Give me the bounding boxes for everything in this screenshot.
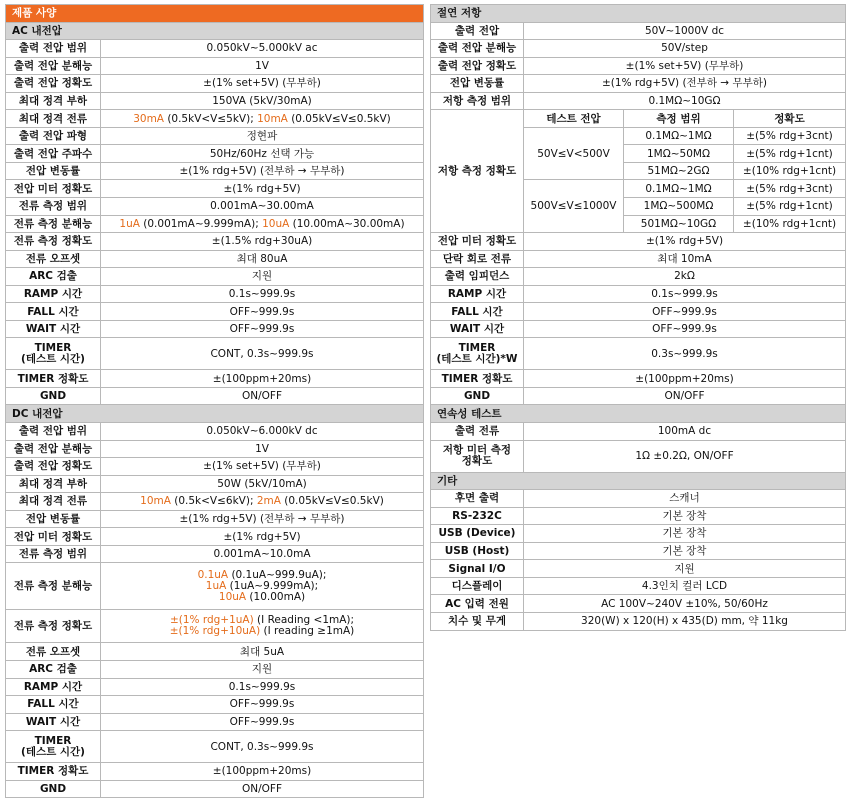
spec-label: USB (Host) [431,542,524,560]
spec-value: ON/OFF [101,780,424,798]
table-row [6,696,424,714]
table-row [431,92,846,110]
spec-label: 전압 미터 정확도 [6,528,101,546]
spec-value: 스캐너 [524,490,846,508]
highlight-value: 10uA [262,217,290,230]
spec-value: 50Hz/60Hz 선택 가능 [101,145,424,163]
spec-value: ON/OFF [524,387,846,405]
spec-value: ±(1% set+5V) (무부하) [524,57,846,75]
table-row [6,320,424,338]
spec-label-resistance-accuracy: 저항 측정 정확도 [431,110,524,233]
spec-value: 50W (5kV/10mA) [101,475,424,493]
test-voltage-cell: 500V≤V≤1000V [524,180,624,233]
table-row [431,612,846,630]
highlight-value: 10mA [257,112,288,125]
table-row [6,92,424,110]
accuracy-cell: ±(10% rdg+1cnt) [734,215,846,233]
spec-value: 0.1MΩ~10GΩ [524,92,846,110]
spec-value: 최대 80uA [101,250,424,268]
spec-label: USB (Device) [431,525,524,543]
spec-value: CONT, 0.3s~999.9s [101,731,424,763]
table-row [6,162,424,180]
spec-value: 4.3인치 컬러 LCD [524,577,846,595]
spec-value: 기본 장착 [524,507,846,525]
spec-label: ARC 검출 [6,268,101,286]
spec-value: 정현파 [101,127,424,145]
spec-label: TIMER 정확도 [6,370,101,388]
table-row [431,387,846,405]
spec-label: 전류 측정 정확도 [6,233,101,251]
spec-label: TIMER 정확도 [6,763,101,781]
spec-value: 지원 [101,268,424,286]
spec-label: TIMER (테스트 시간)*W [431,338,524,370]
spec-label: ARC 검출 [6,660,101,678]
spec-label: WAIT 시간 [6,320,101,338]
spec-value: 50V~1000V dc [524,22,846,40]
accuracy-cell: ±(5% rdg+1cnt) [734,145,846,163]
spec-label: GND [6,387,101,405]
right-spec-table [430,4,846,631]
spec-label: 전류 측정 정확도 [6,610,101,643]
range-cell: 0.1MΩ~1MΩ [624,180,734,198]
table-row [6,57,424,75]
table-row [431,525,846,543]
spec-label: GND [431,387,524,405]
spec-label: GND [6,780,101,798]
spec-label: 출력 전류 [431,423,524,441]
spec-label: FALL 시간 [6,696,101,714]
spec-value: ±(1% set+5V) (무부하) [101,75,424,93]
table-row [431,577,846,595]
spec-value: ±(100ppm+20ms) [524,370,846,388]
spec-label: 출력 전압 정확도 [6,75,101,93]
spec-label: RAMP 시간 [431,285,524,303]
spec-value: 0.001mA~10.0mA [101,545,424,563]
section-ac-withstand: AC 내전압 [6,22,424,40]
spec-label: RS-232C [431,507,524,525]
table-row [6,440,424,458]
spec-label: TIMER 정확도 [431,370,524,388]
spec-label: TIMER (테스트 시간) [6,731,101,763]
highlight-value: 10uA [218,590,247,603]
spec-value: 0.1s~999.9s [101,678,424,696]
table-row [431,490,846,508]
spec-label: 치수 및 무게 [431,612,524,630]
range-cell: 1MΩ~50MΩ [624,145,734,163]
table-row [431,440,846,472]
highlight-value: 30mA [133,112,164,125]
section-insulation-resistance: 절연 저항 [431,5,846,23]
table-row [6,643,424,661]
section-dc-withstand: DC 내전압 [6,405,424,423]
spec-label: 최대 정격 부하 [6,92,101,110]
spec-value: 0.1uA (0.1uA~999.9uA); 1uA (1uA~9.999mA); 10uA (10.00mA) [101,563,424,610]
spec-value: OFF~999.9s [101,713,424,731]
accuracy-cell: ±(5% rdg+1cnt) [734,198,846,216]
table-row [6,763,424,781]
spec-value: OFF~999.9s [101,320,424,338]
spec-value: 지원 [524,560,846,578]
table-row [431,423,846,441]
spec-value: 150VA (5kV/30mA) [101,92,424,110]
spec-value: ±(1% rdg+5V) [101,528,424,546]
spec-value: ±(1% set+5V) (무부하) [101,458,424,476]
spec-label: 단락 회로 전류 [431,250,524,268]
table-row [6,610,424,643]
spec-value: 기본 장착 [524,542,846,560]
spec-label: 출력 전압 분해능 [6,440,101,458]
accuracy-cell: ±(5% rdg+3cnt) [734,180,846,198]
accuracy-cell: ±(10% rdg+1cnt) [734,162,846,180]
spec-label: 전압 변동률 [6,162,101,180]
spec-value: 최대 10mA [524,250,846,268]
spec-value: 1V [101,440,424,458]
spec-label: 출력 전압 분해능 [6,57,101,75]
table-row [6,370,424,388]
accuracy-cell: ±(5% rdg+3cnt) [734,127,846,145]
spec-label: 출력 전압 범위 [6,423,101,441]
highlight-value: 0.1uA [197,568,229,581]
spec-label: 전압 변동률 [6,510,101,528]
spec-label: 디스플레이 [431,577,524,595]
table-row [431,250,846,268]
spec-value: 1uA (0.001mA~9.999mA); 10uA (10.00mA~30.00mA) [101,215,424,233]
table-row [431,542,846,560]
spec-value: 320(W) x 120(H) x 435(D) mm, 약 11kg [524,612,846,630]
spec-value: ±(100ppm+20ms) [101,370,424,388]
highlight-value: 10mA [140,495,171,508]
spec-value: 0.050kV~6.000kV dc [101,423,424,441]
spec-value: OFF~999.9s [524,303,846,321]
spec-label: 출력 임피던스 [431,268,524,286]
table-row [6,145,424,163]
spec-value: 0.1s~999.9s [101,285,424,303]
spec-label: 출력 전압 범위 [6,40,101,58]
spec-label: 전류 측정 분해능 [6,563,101,610]
spec-value: 30mA (0.5kV<V≤5kV); 10mA (0.05kV≤V≤0.5kV) [101,110,424,128]
spec-value: ±(1% rdg+5V) (전부하 → 무부하) [524,75,846,93]
spec-label: 전류 측정 범위 [6,198,101,216]
table-row [6,338,424,370]
table-row [6,215,424,233]
table-row [6,423,424,441]
spec-label: 출력 전압 주파수 [6,145,101,163]
table-row [6,563,424,610]
subheader-accuracy: 정확도 [734,110,846,128]
spec-label: 출력 전압 정확도 [6,458,101,476]
table-row [6,110,424,128]
left-spec-table [5,4,424,798]
table-row [6,780,424,798]
table-row [431,110,846,128]
table-row [431,285,846,303]
spec-label: TIMER (테스트 시간) [6,338,101,370]
spec-label: 전류 오프셋 [6,643,101,661]
table-row [6,458,424,476]
subheader-test-voltage: 테스트 전압 [524,110,624,128]
table-row [6,75,424,93]
spec-label: RAMP 시간 [6,678,101,696]
page-title: 제품 사양 [6,5,424,23]
table-row [431,595,846,613]
spec-label: 출력 전압 [431,22,524,40]
table-row [431,233,846,251]
subheader-range: 측정 범위 [624,110,734,128]
table-row [6,678,424,696]
spec-label: 전압 미터 정확도 [431,233,524,251]
highlight-value: ±(1% rdg+10uA) [169,625,261,638]
spec-value: 0.3s~999.9s [524,338,846,370]
spec-label: 출력 전압 파형 [6,127,101,145]
spec-value: ±(1.5% rdg+30uA) [101,233,424,251]
table-row [431,40,846,58]
table-row [6,713,424,731]
spec-value: 최대 5uA [101,643,424,661]
spec-value: OFF~999.9s [101,303,424,321]
highlight-value: 2mA [256,495,281,508]
spec-value: AC 100V~240V ±10%, 50/60Hz [524,595,846,613]
spec-label: 최대 정격 부하 [6,475,101,493]
table-row [6,268,424,286]
spec-label: 후면 출력 [431,490,524,508]
table-row [6,493,424,511]
range-cell: 501MΩ~10GΩ [624,215,734,233]
table-row [6,545,424,563]
spec-label: 전압 변동률 [431,75,524,93]
table-row [431,303,846,321]
spec-value: 0.1s~999.9s [524,285,846,303]
table-row [431,507,846,525]
spec-value: 기본 장착 [524,525,846,543]
table-row [6,731,424,763]
table-row [6,303,424,321]
highlight-value: 1uA [205,579,227,592]
spec-label: 전류 측정 범위 [6,545,101,563]
right-spec-column [430,4,846,631]
spec-label: 전류 측정 분해능 [6,215,101,233]
section-continuity-test: 연속성 테스트 [431,405,846,423]
table-row [6,660,424,678]
table-row [431,75,846,93]
left-spec-column [5,4,424,798]
spec-value: 50V/step [524,40,846,58]
spec-value: OFF~999.9s [101,696,424,714]
spec-value: ON/OFF [101,387,424,405]
spec-value: OFF~999.9s [524,320,846,338]
spec-value: 0.050kV~5.000kV ac [101,40,424,58]
spec-label: RAMP 시간 [6,285,101,303]
table-row [6,40,424,58]
table-row [431,370,846,388]
range-cell: 51MΩ~2GΩ [624,162,734,180]
spec-value: ±(1% rdg+5V) (전부하 → 무부하) [101,510,424,528]
spec-value: ±(1% rdg+5V) [101,180,424,198]
table-row [6,250,424,268]
table-row [431,560,846,578]
highlight-value: 1uA [119,217,140,230]
spec-value: ±(100ppm+20ms) [101,763,424,781]
spec-value: CONT, 0.3s~999.9s [101,338,424,370]
table-row [6,127,424,145]
range-cell: 0.1MΩ~1MΩ [624,127,734,145]
highlight-value: ±(1% rdg+1uA) [169,614,254,627]
spec-label: 전압 미터 정확도 [6,180,101,198]
table-row [431,22,846,40]
spec-label: WAIT 시간 [6,713,101,731]
range-cell: 1MΩ~500MΩ [624,198,734,216]
table-row [6,285,424,303]
spec-label: FALL 시간 [431,303,524,321]
table-row [6,475,424,493]
spec-label: AC 입력 전원 [431,595,524,613]
table-row [6,233,424,251]
spec-value: ±(1% rdg+5V) (전부하 → 무부하) [101,162,424,180]
spec-label: 출력 전압 분해능 [431,40,524,58]
spec-value: 1Ω ±0.2Ω, ON/OFF [524,440,846,472]
test-voltage-cell: 50V≤V<500V [524,127,624,180]
table-row [431,57,846,75]
spec-label: 저항 미터 측정 정확도 [431,440,524,472]
table-row [6,510,424,528]
spec-label: 최대 정격 전류 [6,493,101,511]
spec-label: 최대 정격 전류 [6,110,101,128]
table-row [6,528,424,546]
spec-value: 0.001mA~30.00mA [101,198,424,216]
table-row [6,198,424,216]
spec-label: 출력 전압 정확도 [431,57,524,75]
spec-value: 1V [101,57,424,75]
spec-value: ±(1% rdg+1uA) (I Reading <1mA); ±(1% rdg+10uA) (I reading ≥1mA) [101,610,424,643]
table-row [431,320,846,338]
table-row [431,268,846,286]
spec-label: 저항 측정 범위 [431,92,524,110]
spec-label: WAIT 시간 [431,320,524,338]
spec-value: 지원 [101,660,424,678]
spec-value: 2kΩ [524,268,846,286]
table-row [6,180,424,198]
spec-label: 전류 오프셋 [6,250,101,268]
spec-label: FALL 시간 [6,303,101,321]
spec-label: Signal I/O [431,560,524,578]
table-row [431,338,846,370]
spec-value: ±(1% rdg+5V) [524,233,846,251]
section-other: 기타 [431,472,846,490]
spec-value: 100mA dc [524,423,846,441]
spec-value: 10mA (0.5k<V≤6kV); 2mA (0.05kV≤V≤0.5kV) [101,493,424,511]
table-row [6,387,424,405]
